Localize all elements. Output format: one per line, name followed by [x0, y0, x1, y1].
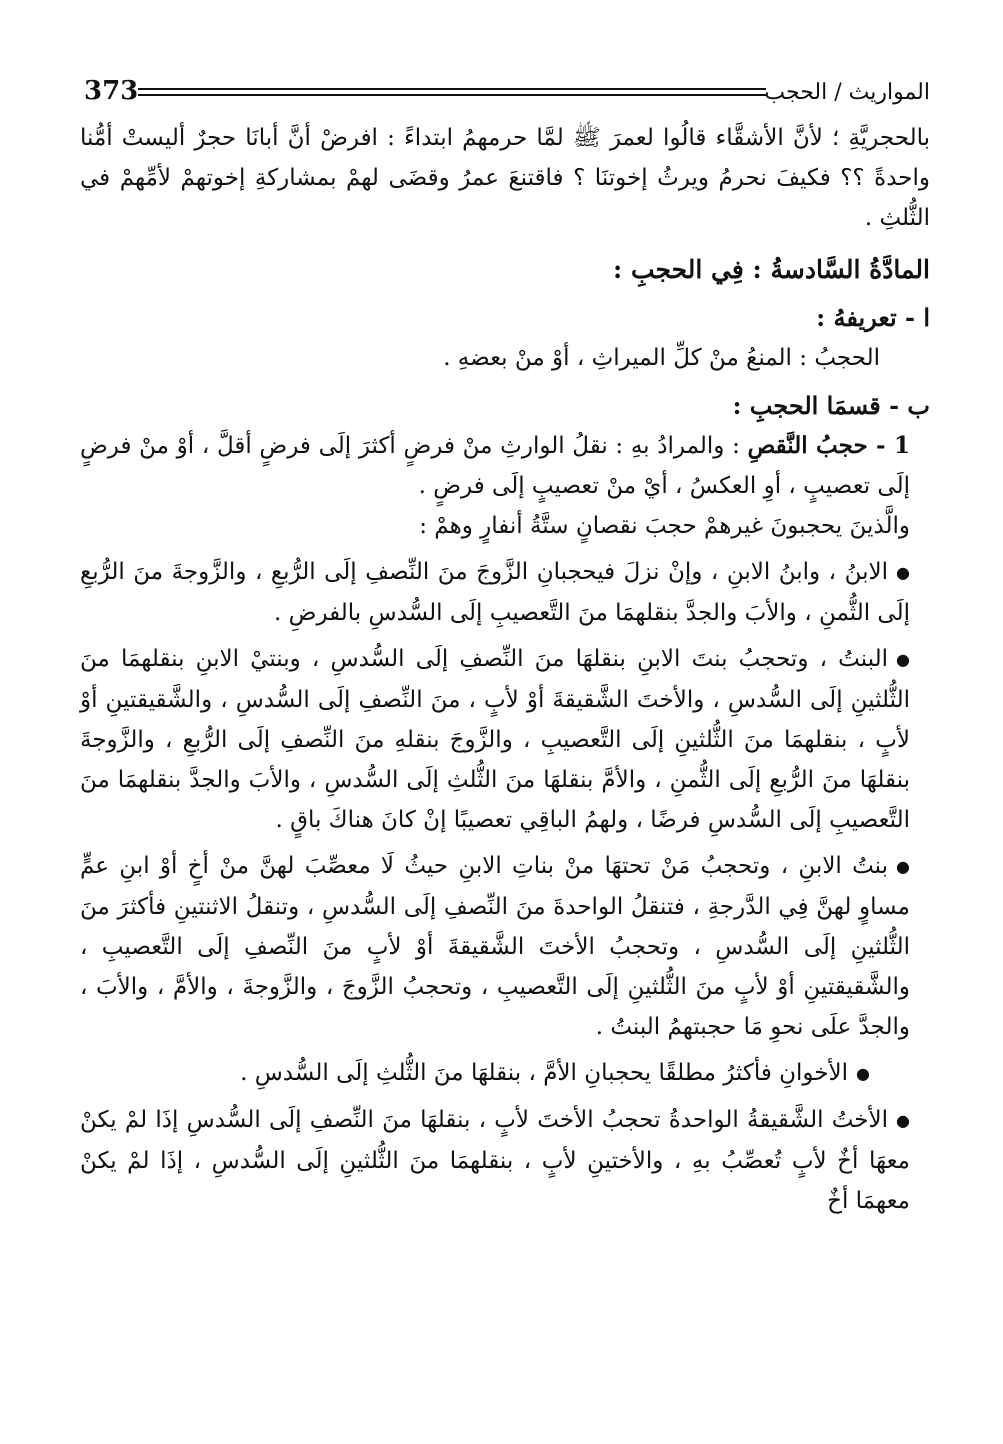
bullet-text: البنتُ ، وتحجبُ بنتَ الابنِ بنقلهَا منَ النِّصفِ إلَى السُّدسِ ، وبنتيْ الابنِ بنقلهمَا منَ الثُّلثينِ إلَى السُّدسِ ، والأختَ الشَّقيقةَ أوْ لأبٍ ، منَ النِّصفِ إلَى السُّدسِ ، والشَّقيقتينِ أوْ لأبٍ ، بنقلهمَا منَ الثُّلثينِ إلَى التَّعصيبِ ، والزَّوجَ بنقلهِ منَ النِّصفِ إلَى الرُّبعِ ، والزَّوجةَ بنقلهَا منَ الرُّبعِ إلَى الثُّمنِ ، والأمَّ بنقلهَا منَ الثُّلثِ إلَى السُّدسِ ، والأبَ والجدَّ بنقلهمَا منَ التَّعصيبِ إلَى السُّدسِ فرضًا ، ولهمُ الباقِي تعصيبًا إنْ كانَ هناكَ باقٍ .	[80, 646, 910, 833]
page-body	[80, 118, 930, 1221]
numbered-label: 1 - حجبُ النَّقصِ	[747, 432, 910, 459]
section-title: المادَّةُ السَّادسةُ : فِي الحجبِ :	[613, 255, 930, 284]
definition-paragraph: الحجبُ : المنعُ منْ كلِّ الميراثِ ، أوْ منْ بعضهِ .	[443, 345, 880, 371]
numbered-paragraph-1	[80, 426, 930, 506]
subheading-types: ب - قسمَا الحجبِ :	[732, 391, 930, 420]
bullet-item	[80, 846, 930, 1047]
bullet-icon: ●	[896, 650, 910, 669]
bullet-item	[80, 552, 930, 633]
bullet-icon: ●	[896, 1111, 910, 1130]
bullet-icon: ●	[896, 563, 910, 582]
bullet-item	[80, 639, 930, 840]
page-header	[80, 74, 930, 114]
intro-paragraph: بالحجريَّةِ ؛ لأنَّ الأشقَّاء قالُوا لعمرَ ﷺ لمَّا حرمهمُ ابتداءً : افرضْ أنَّ أبانَا حجرٌ أليستْ أمُّنا واحدةً ؟؟ فكيفَ نحرمُ ويرثُ إخوتنَا ؟ فاقتنعَ عمرُ وقضَى لهمْ بمشاركةِ إخوتهمْ لأمِّهمْ في الثُّلثِ .	[80, 125, 930, 231]
bullet-text: بنتُ الابنِ ، وتحجبُ مَنْ تحتهَا منْ بناتِ الابنِ حيثُ لَا معصِّبَ لهنَّ منْ أخٍ أوْ ابنِ عمٍّ مساوٍ لهنَّ فِي الدَّرجةِ ، فتنقلُ الواحدةَ منَ النِّصفِ إلَى السُّدسِ ، وتنقلُ الاثنتينِ فأكثرَ منَ الثُّلثينِ إلَى السُّدسِ ، وتحجبُ الأختَ الشَّقيقةَ أوْ لأبٍ منَ النِّصفِ إلَى التَّعصيبِ ، والشَّقيقتينِ أوْ لأبٍ منَ الثُّلثينِ إلَى التَّعصيبِ ، وتحجبُ الزَّوجَ ، والزَّوجةَ ، والأمَّ ، والأبَ ، والجدَّ علَى نحوِ مَا حجبتهمُ البنتُ .	[80, 853, 910, 1040]
numbered-text: : والمرادُ بهِ : نقلُ الوارثِ منْ فرضٍ أكثرَ إلَى فرضٍ أقلَّ ، أوْ منْ فرضٍ إلَى تعصيبٍ ، أوِ العكسُ ، أيْ منْ تعصيبٍ إلَى فرضٍ .	[80, 433, 910, 499]
bullet-item	[80, 1100, 930, 1221]
bullet-text: الأختُ الشَّقيقةُ الواحدةُ تحجبُ الأختَ لأبٍ ، بنقلهَا منَ النِّصفِ إلَى السُّدسِ إذَا لمْ يكنْ معهَا أخٌ لأبٍ تُعصِّبُ بهِ ، والأختينِ لأبٍ ، بنقلهمَا منَ الثُّلثينِ إلَى السُّدسِ ، إذَا لمْ يكنْ معهمَا أخٌ	[80, 1107, 910, 1214]
bullet-item	[80, 1053, 930, 1094]
page-number: 373	[84, 76, 139, 106]
bullet-icon: ●	[896, 857, 910, 876]
header-double-rule	[138, 88, 766, 96]
running-title: المواريث / الحجب	[764, 80, 930, 105]
bullet-icon: ●	[856, 1064, 870, 1083]
bullet-text: الابنُ ، وابنُ الابنِ ، وإنْ نزلَ فيحجبانِ الزَّوجَ منَ النِّصفِ إلَى الرُّبعِ ، والزَّوجةَ منَ الرُّبعِ إلَى الثُّمنِ ، والأبَ والجدَّ بنقلهمَا منَ التَّعصيبِ إلَى السُّدسِ بالفرضِ .	[80, 559, 910, 626]
bullet-text: الأخوانِ فأكثرُ مطلقًا يحجبانِ الأمَّ ، بنقلهَا منَ الثُّلثِ إلَى السُّدسِ .	[240, 1060, 849, 1086]
subheading-definition: ا - تعريفهُ :	[816, 303, 930, 332]
blockers-intro: والَّذينَ يحجبونَ غيرهمْ حجبَ نقصانٍ ستَّةُ أنفارٍ وهمْ :	[419, 513, 910, 539]
